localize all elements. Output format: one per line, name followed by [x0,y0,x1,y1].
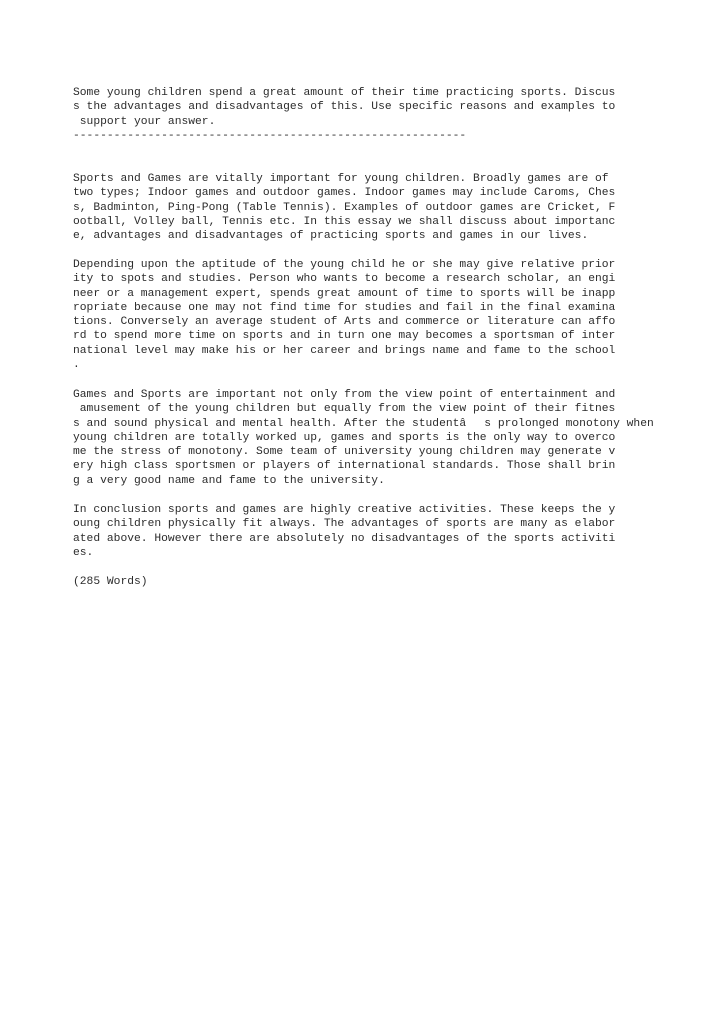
paragraph-line: . [73,359,80,372]
paragraph-line: neer or a management expert, spends great amount of time to sports will be inapp [73,287,616,300]
prompt-line: s the advantages and disadvantages of this. Use specific reasons and examples to [73,101,616,114]
paragraph-line: s and sound physical and mental health. After the studentâs prolonged monotony when [73,417,654,430]
paragraph-line: Depending upon the aptitude of the young child he or she may give relative prior [73,259,616,271]
paragraph-line: Games and Sports are important not only from the view point of entertainment and [73,389,616,401]
paragraph-line: two types; Indoor games and outdoor games. Indoor games may include Caroms, Ches [73,187,616,200]
paragraph-line: me the stress of monotony. Some team of university young children may generate v [73,446,616,459]
paragraph-line: es. [73,546,94,559]
paragraph-line: In conclusion sports and games are highly creative activities. These keeps the y [73,504,616,516]
word-count [73,575,713,589]
paragraph-line: rd to spend more time on sports and in turn one may becomes a sportsman of inter [73,330,616,343]
paragraph-line: Sports and Games are vitally important for young children. Broadly games are of [73,173,609,185]
paragraph-line: oung children physically fit always. The advantages of sports are many as elabor [73,518,616,531]
paragraph-line: ity to spots and studies. Person who wants to become a research scholar, an engi [73,273,616,286]
paragraph-line: ootball, Volley ball, Tennis etc. In this essay we shall discuss about importanc [73,215,616,228]
paragraph-line: national level may make his or her career and brings name and fame to the school [73,344,616,357]
paragraph-line: amusement of the young children but equally from the view point of their fitnes [73,403,616,416]
prompt-line: Some young children spend a great amount of their time practicing sports. Discus [73,87,616,99]
paragraph-line: ropriate because one may not find time for studies and fail in the final examina [73,301,616,314]
essay-prompt [73,86,713,143]
essay-paragraph-conclusion [73,503,713,560]
paragraph-line: tions. Conversely an average student of Arts and commerce or literature can affo [73,316,616,329]
paragraph-line: ated above. However there are absolutely no disadvantages of the sports activiti [73,532,616,545]
essay-paragraph-introduction [73,172,713,243]
paragraph-line: ery high class sportsmen or players of international standards. Those shall brin [73,460,616,473]
paragraph-line: s, Badminton, Ping-Pong (Table Tennis). Examples of outdoor games are Cricket, F [73,201,616,214]
essay-paragraph-body-1 [73,258,713,372]
paragraph-line: e, advantages and disadvantages of practicing sports and games in our lives. [73,230,589,243]
prompt-divider: ---------------------------------------------------------- [73,129,467,142]
paragraph-line: young children are totally worked up, games and sports is the only way to overco [73,431,616,444]
paragraph-line: g a very good name and fame to the university. [73,474,385,487]
word-count-label: (285 Words) [73,576,148,588]
essay-paragraph-body-2 [73,388,713,488]
prompt-line: support your answer. [73,115,216,128]
